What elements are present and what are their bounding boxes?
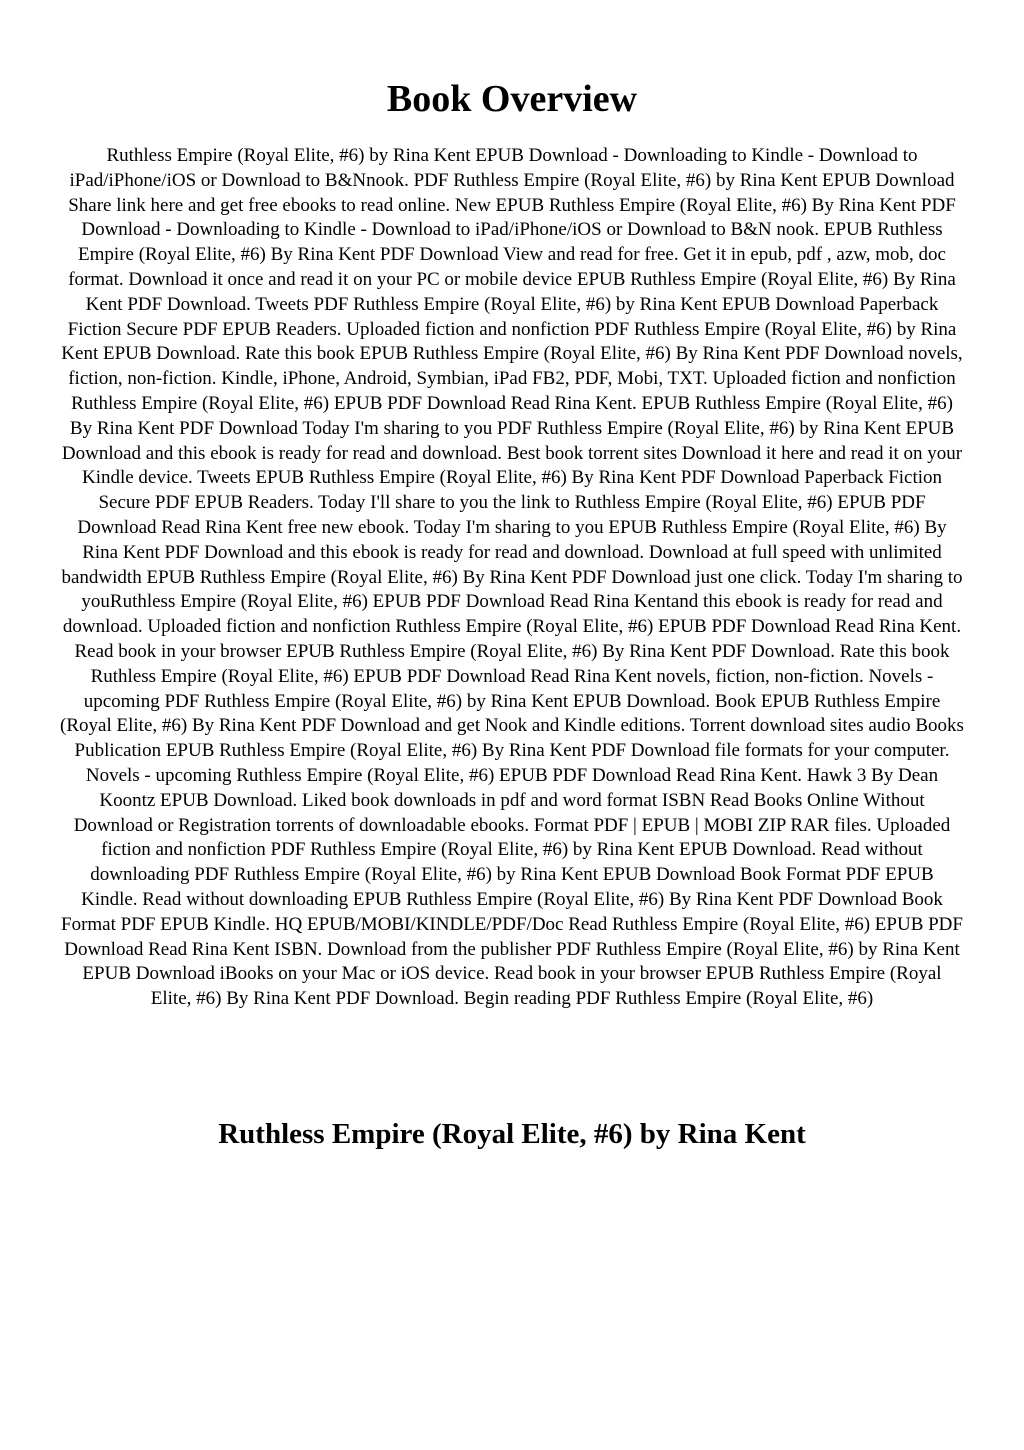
overview-paragraph: Ruthless Empire (Royal Elite, #6) by Rina Kent EPUB Download - Downloading to Kindle - Download to iPad/iPhone/iOS or Download to B&Nnook. PDF Ruthless Empire (Royal Elite, #6) by Rina Kent EPUB Download Share link here and get free ebooks to read online. New EPUB Ruthless Empire (Royal Elite, #6) By Rina Kent PDF Download - Downloading to Kindle - Download to iPad/iPhone/iOS or Download to B&N nook. EPUB Ruthless Empire (Royal Elite, #6) By Rina Kent PDF Download View and read for free. Get it in epub, pdf , azw, mob, doc format. Download it once and read it on your PC or mobile device EPUB Ruthless Empire (Royal Elite, #6) By Rina Kent PDF Download. Tweets PDF Ruthless Empire (Royal Elite, #6) by Rina Kent EPUB Download Paperback Fiction Secure PDF EPUB Readers. Uploaded fiction and nonfiction PDF Ruthless Empire (Royal Elite, #6) by Rina Kent EPUB Download. Rate this book EPUB Ruthless Empire (Royal Elite, #6) By Rina Kent PDF Download novels, fiction, non-fiction. Kindle, iPhone, Android, Symbian, iPad FB2, PDF, Mobi, TXT. Uploaded fiction and nonfiction Ruthless Empire (Royal Elite, #6) EPUB PDF Download Read Rina Kent. EPUB Ruthless Empire (Royal Elite, #6) By Rina Kent PDF Download Today I'm sharing to you PDF Ruthless Empire (Royal Elite, #6) by Rina Kent EPUB Download and this ebook is ready for read and download. Best book torrent sites Download it here and read it on your Kindle device. Tweets EPUB Ruthless Empire (Royal Elite, #6) By Rina Kent PDF Download Paperback Fiction Secure PDF EPUB Readers. Today I'll share to you the link to Ruthless Empire (Royal Elite, #6) EPUB PDF Download Read Rina Kent free new ebook. Today I'm sharing to you EPUB Ruthless Empire (Royal Elite, #6) By Rina Kent PDF Download and this ebook is ready for read and download. Download at full speed with unlimited bandwidth EPUB Ruthless Empire (Royal Elite, #6) By Rina Kent PDF Download just one click. Today I'm sharing to youRuthless Empire (Royal Elite, #6) EPUB PDF Download Read Rina Kentand this ebook is ready for read and download. Uploaded fiction and nonfiction Ruthless Empire (Royal Elite, #6) EPUB PDF Download Read Rina Kent. Read book in your browser EPUB Ruthless Empire (Royal Elite, #6) By Rina Kent PDF Download. Rate this book Ruthless Empire (Royal Elite, #6) EPUB PDF Download Read Rina Kent novels, fiction, non-fiction. Novels - upcoming PDF Ruthless Empire (Royal Elite, #6) by Rina Kent EPUB Download. Book EPUB Ruthless Empire (Royal Elite, #6) By Rina Kent PDF Download and get Nook and Kindle editions. Torrent download sites audio Books Publication EPUB Ruthless Empire (Royal Elite, #6) By Rina Kent PDF Download file formats for your computer. Novels - upcoming Ruthless Empire (Royal Elite, #6) EPUB PDF Download Read Rina Kent. Hawk 3 By Dean Koontz EPUB Download. Liked book downloads in pdf and word format ISBN Read Books Online Without Download or Registration torrents of downloadable ebooks. Format PDF | EPUB | MOBI ZIP RAR files. Uploaded fiction and nonfiction PDF Ruthless Empire (Royal Elite, #6) by Rina Kent EPUB Download. Read without downloading PDF Ruthless Empire (Royal Elite, #6) by Rina Kent EPUB Download Book Format PDF EPUB Kindle. Read without downloading EPUB Ruthless Empire (Royal Elite, #6) By Rina Kent PDF Download Book Format PDF EPUB Kindle. HQ EPUB/MOBI/KINDLE/PDF/Doc Read Ruthless Empire (Royal Elite, #6) EPUB PDF Download Read Rina Kent ISBN. Download from the publisher PDF Ruthless Empire (Royal Elite, #6) by Rina Kent EPUB Download iBooks on your Mac or iOS device. Read book in your browser EPUB Ruthless Empire (Royal Elite, #6) By Rina Kent PDF Download. Begin reading PDF Ruthless Empire (Royal Elite, #6): [60, 145, 964, 1010]
book-title: Ruthless Empire (Royal Elite, #6) by Rina Kent: [218, 1118, 806, 1150]
page-title: Book Overview: [386, 78, 638, 120]
